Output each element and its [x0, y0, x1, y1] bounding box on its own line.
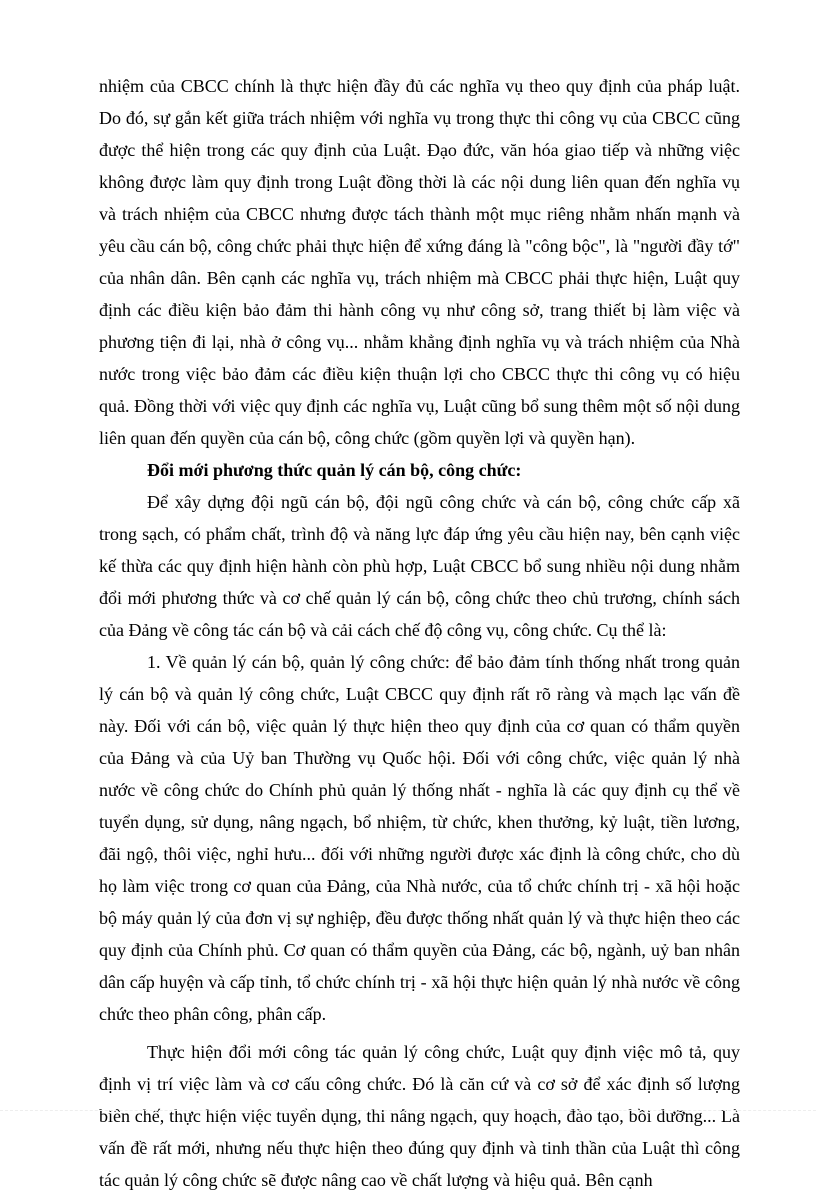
document-body — [99, 70, 740, 1196]
page-bottom-divider — [0, 1110, 816, 1111]
paragraph-job-position: Thực hiện đổi mới công tác quản lý công chức, Luật quy định việc mô tả, quy định vị trí việc làm và cơ cấu công chức. Đó là căn cứ và cơ sở để xác định số lượng biên chế, thực hiện việc tuyển dụng, thi nâng ngạch, quy hoạch, đào tạo, bồi dưỡng... Là vấn đề rất mới, nhưng nếu thực hiện theo đúng quy định và tinh thần của Luật thì công tác quản lý công chức sẽ được nâng cao về chất lượng và hiệu quả. Bên cạnh — [99, 1042, 740, 1190]
paragraph-intro: Để xây dựng đội ngũ cán bộ, đội ngũ công chức và cán bộ, công chức cấp xã trong sạch, có phẩm chất, trình độ và năng lực đáp ứng yêu cầu hiện nay, bên cạnh việc kế thừa các quy định hiện hành còn phù hợp, Luật CBCC bổ sung nhiều nội dung nhằm đổi mới phương thức và cơ chế quản lý cán bộ, công chức theo chủ trương, chính sách của Đảng về công tác cán bộ và cải cách chế độ công vụ, công chức. Cụ thể là: — [99, 492, 740, 640]
paragraph-point-1: 1. Về quản lý cán bộ, quản lý công chức: để bảo đảm tính thống nhất trong quản lý cán bộ và quản lý công chức, Luật CBCC quy định rất rõ ràng và mạch lạc vấn đề này. Đối với cán bộ, việc quản lý thực hiện theo quy định của cơ quan có thẩm quyền của Đảng và của Uỷ ban Thường vụ Quốc hội. Đối với công chức, việc quản lý nhà nước về công chức do Chính phủ quản lý thống nhất - nghĩa là các quy định cụ thể về tuyển dụng, sử dụng, nâng ngạch, bổ nhiệm, từ chức, khen thưởng, kỷ luật, tiền lương, đãi ngộ, thôi việc, nghỉ hưu... đối với những người được xác định là công chức, cho dù họ làm việc trong cơ quan của Đảng, của Nhà nước, của tổ chức chính trị - xã hội hoặc bộ máy quản lý của đơn vị sự nghiệp, đều được thống nhất quản lý và thực hiện theo các quy định của Chính phủ. Cơ quan có thẩm quyền của Đảng, các bộ, ngành, uỷ ban nhân dân cấp huyện và cấp tỉnh, tổ chức chính trị - xã hội thực hiện quản lý nhà nước về công chức theo phân công, phân cấp. — [99, 652, 740, 1024]
paragraph-responsibility: nhiệm của CBCC chính là thực hiện đầy đủ các nghĩa vụ theo quy định của pháp luật. Do đó, sự gắn kết giữa trách nhiệm với nghĩa vụ trong thực thi công vụ của CBCC cũng được thể hiện trong các quy định của Luật. Đạo đức, văn hóa giao tiếp và những việc không được làm quy định trong Luật đồng thời là các nội dung liên quan đến nghĩa vụ và trách nhiệm của CBCC nhưng được tách thành một mục riêng nhằm nhấn mạnh và yêu cầu cán bộ, công chức phải thực hiện để xứng đáng là "công bộc", là "người đầy tớ" của nhân dân. Bên cạnh các nghĩa vụ, trách nhiệm mà CBCC phải thực hiện, Luật quy định các điều kiện bảo đảm thi hành công vụ như công sở, trang thiết bị làm việc và phương tiện đi lại, nhà ở công vụ... nhằm khẳng định nghĩa vụ và trách nhiệm của Nhà nước trong việc bảo đảm các điều kiện thuận lợi cho CBCC thực thi công vụ có hiệu quả. Đồng thời với việc quy định các nghĩa vụ, Luật cũng bổ sung thêm một số nội dung liên quan đến quyền của cán bộ, công chức (gồm quyền lợi và quyền hạn). — [99, 76, 740, 448]
section-heading: Đổi mới phương thức quản lý cán bộ, công chức: — [147, 460, 522, 480]
